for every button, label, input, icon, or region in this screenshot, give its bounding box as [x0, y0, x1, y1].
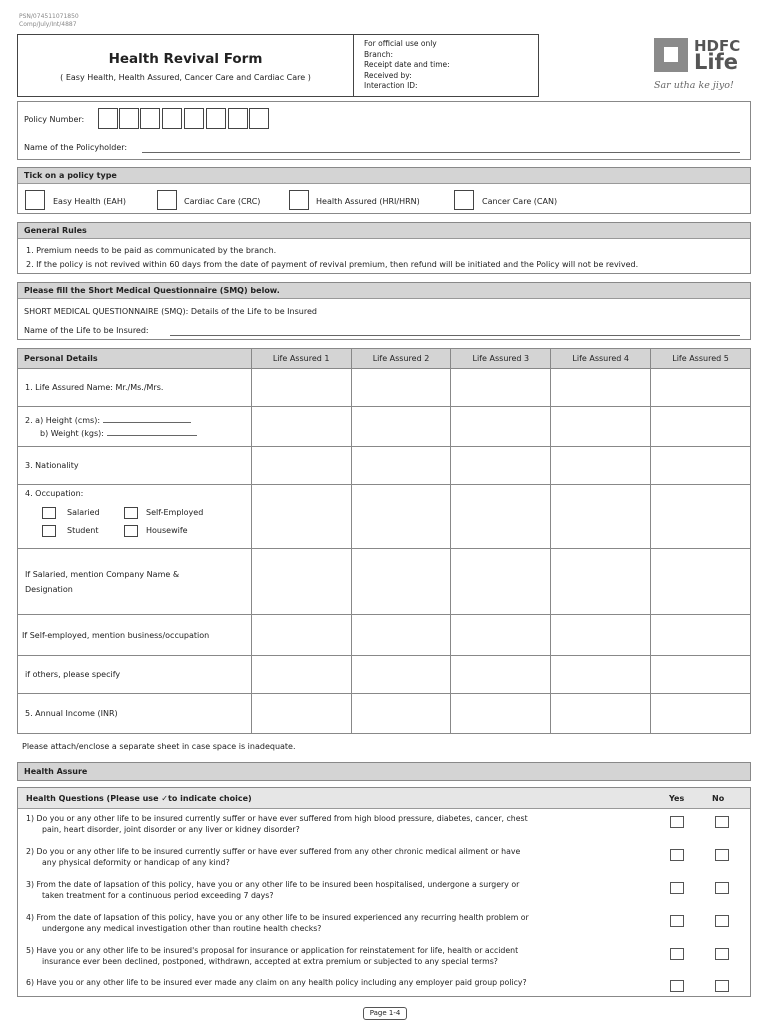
table-row [18, 656, 751, 694]
cell-input[interactable] [651, 485, 751, 549]
policyholder-field[interactable] [142, 152, 740, 153]
cell-input[interactable] [551, 549, 651, 615]
cell-input[interactable] [651, 549, 751, 615]
health-assure-heading: Health Assure [24, 767, 88, 776]
no-checkbox[interactable] [715, 882, 729, 894]
cell-input[interactable] [351, 447, 451, 485]
no-heading: No [712, 794, 725, 803]
occ-self-employed: Self-Employed [146, 508, 204, 517]
no-checkbox[interactable] [715, 980, 729, 992]
cell-input[interactable] [551, 447, 651, 485]
table-row [18, 369, 751, 407]
doc-code-1: PSN/074511071850 [19, 13, 79, 20]
checkbox-student[interactable] [42, 525, 56, 537]
official-branch: Branch: [364, 49, 393, 59]
yes-heading: Yes [669, 794, 685, 803]
col-life-assured-3: Life Assured 3 [451, 349, 551, 369]
personal-details-table [17, 348, 751, 734]
cell-input[interactable] [551, 615, 651, 656]
cell-input[interactable] [551, 656, 651, 694]
policy-digit-box[interactable] [98, 108, 118, 129]
hq-heading-pre: Health Questions (Please use [26, 794, 159, 803]
col-life-assured-4: Life Assured 4 [551, 349, 651, 369]
health-question [26, 913, 631, 934]
health-question [26, 880, 631, 901]
life-insured-name-field[interactable] [170, 335, 740, 336]
cell-input[interactable] [251, 615, 351, 656]
row-label-salaried [18, 549, 252, 615]
cell-input[interactable] [651, 615, 751, 656]
table-row [18, 694, 751, 734]
general-rules-heading: General Rules [18, 223, 750, 239]
cell-input[interactable] [251, 694, 351, 734]
rule-1: 1. Premium needs to be paid as communicated by the branch. [26, 246, 277, 255]
health-question-line: 2) Do you or any other life to be insured currently suffer or have ever suffered from any other chronic medical ailment or have [26, 847, 521, 856]
row-label-self-employed: If Self-employed, mention business/occupation [18, 615, 252, 656]
policy-digit-box[interactable] [206, 108, 226, 129]
logo-text-life: Life [694, 50, 738, 74]
official-interaction: Interaction ID: [364, 81, 418, 90]
policy-digit-box[interactable] [228, 108, 248, 129]
general-rules-section [17, 222, 751, 274]
cell-input[interactable] [651, 369, 751, 407]
cell-input[interactable] [551, 485, 651, 549]
table-row [18, 485, 751, 549]
checkbox-eah[interactable] [25, 190, 45, 210]
salaried-line-1: If Salaried, mention Company Name & [25, 569, 180, 579]
cell-input[interactable] [251, 656, 351, 694]
cell-input[interactable] [551, 407, 651, 447]
table-row [18, 615, 751, 656]
checkbox-housewife[interactable] [124, 525, 138, 537]
health-question [26, 847, 631, 868]
weight-field[interactable] [107, 435, 197, 436]
health-assure-bar [17, 762, 751, 781]
cell-input[interactable] [351, 369, 451, 407]
policyholder-label: Name of the Policyholder: [24, 143, 128, 152]
cell-input[interactable] [251, 369, 351, 407]
option-crc: Cardiac Care (CRC) [184, 197, 261, 206]
checkbox-hri[interactable] [289, 190, 309, 210]
smq-line2: Name of the Life to be Insured: [24, 326, 149, 335]
health-question-line: 3) From the date of lapsation of this policy, have you or any other life to be insured been hospitalised, undergone a surgery or [26, 880, 520, 889]
smq-section [17, 282, 751, 340]
cell-input[interactable] [651, 447, 751, 485]
row-label-income: 5. Annual Income (INR) [18, 694, 252, 734]
no-checkbox[interactable] [715, 915, 729, 927]
yes-checkbox[interactable] [670, 948, 684, 960]
form-subtitle: ( Easy Health, Health Assured, Cancer Care and Cardiac Care ) [60, 73, 311, 82]
cell-input[interactable] [551, 694, 651, 734]
cell-input[interactable] [551, 369, 651, 407]
yes-checkbox[interactable] [670, 816, 684, 828]
cell-input[interactable] [351, 485, 451, 549]
cell-input[interactable] [351, 407, 451, 447]
health-question-line: pain, heart disorder, joint disorder or any liver or kidney disorder? [42, 824, 300, 834]
occ-salaried: Salaried [67, 508, 100, 517]
col-life-assured-1: Life Assured 1 [251, 349, 351, 369]
option-hri: Health Assured (HRI/HRN) [316, 197, 420, 206]
smq-heading: Please fill the Short Medical Questionnaire (SMQ) below. [18, 283, 750, 299]
hq-heading-post: to indicate choice) [168, 794, 252, 803]
cell-input[interactable] [451, 549, 551, 615]
cell-input[interactable] [351, 549, 451, 615]
occupation-label: 4. Occupation: [25, 489, 84, 498]
policy-type-section [17, 167, 751, 214]
occ-student: Student [67, 526, 99, 535]
health-question-line: undergone any medical investigation other than routine health checks? [42, 923, 322, 933]
cell-input[interactable] [351, 694, 451, 734]
occ-housewife: Housewife [146, 526, 188, 535]
health-question-line: any physical deformity or handicap of any kind? [42, 857, 230, 867]
policy-digit-box[interactable] [162, 108, 182, 129]
health-question-line: 6) Have you or any other life to be insured ever made any claim on any health policy including any employer paid group policy? [26, 978, 527, 987]
cell-input[interactable] [651, 407, 751, 447]
logo-square-icon [654, 38, 688, 72]
yes-checkbox[interactable] [670, 882, 684, 894]
policy-section [17, 101, 751, 160]
checkbox-crc[interactable] [157, 190, 177, 210]
cell-input[interactable] [351, 615, 451, 656]
doc-code-2: Comp/July/Int/4887 [19, 21, 77, 28]
form-title-box [17, 34, 354, 97]
cell-input[interactable] [251, 485, 351, 549]
cell-input[interactable] [251, 447, 351, 485]
official-heading: For official use only [364, 39, 437, 48]
no-checkbox[interactable] [715, 816, 729, 828]
table-row [18, 407, 751, 447]
cell-input[interactable] [451, 447, 551, 485]
height-label: 2. a) Height (cms): [25, 415, 101, 425]
policy-digit-box[interactable] [249, 108, 269, 129]
official-received: Received by: [364, 70, 412, 80]
logo-tagline: Sar utha ke jiyo! [654, 80, 734, 91]
yes-checkbox[interactable] [670, 915, 684, 927]
table-header-row [18, 349, 751, 369]
table-row [18, 549, 751, 615]
col-life-assured-2: Life Assured 2 [351, 349, 451, 369]
cell-input[interactable] [651, 694, 751, 734]
health-question-line: 4) From the date of lapsation of this policy, have you or any other life to be insured experienced any recurring health problem or [26, 913, 529, 922]
cell-input[interactable] [451, 407, 551, 447]
health-questions-header [18, 788, 750, 809]
cell-input[interactable] [651, 656, 751, 694]
official-receipt: Receipt date and time: [364, 60, 450, 69]
health-questions-section [17, 787, 751, 997]
health-question-line: insurance ever been declined, postponed, withdrawn, accepted at extra premium or subjected to any special terms? [42, 956, 498, 966]
row-label-name: 1. Life Assured Name: Mr./Ms./Mrs. [18, 369, 252, 407]
smq-line1: SHORT MEDICAL QUESTIONNAIRE (SMQ): Details of the Life to be Insured [24, 307, 317, 316]
no-checkbox[interactable] [715, 948, 729, 960]
height-field[interactable] [103, 422, 191, 423]
policy-digit-box[interactable] [184, 108, 204, 129]
health-question-line: taken treatment for a continuous period exceeding 7 days? [42, 890, 274, 900]
cell-input[interactable] [251, 549, 351, 615]
yes-checkbox[interactable] [670, 980, 684, 992]
row-label-nationality: 3. Nationality [18, 447, 252, 485]
checkbox-can[interactable] [454, 190, 474, 210]
health-question-line: 1) Do you or any other life to be insured currently suffer or have ever suffered from high blood pressure, diabetes, cancer, chest [26, 814, 528, 823]
cell-input[interactable] [451, 615, 551, 656]
cell-input[interactable] [351, 656, 451, 694]
rule-2: 2. If the policy is not revived within 60 days from the date of payment of revival premium, then refund will be initiated and the Policy will not be revived. [26, 260, 639, 269]
policy-digit-box[interactable] [140, 108, 160, 129]
hdfc-life-logo [654, 38, 754, 96]
cell-input[interactable] [451, 485, 551, 549]
checkbox-salaried[interactable] [42, 507, 56, 519]
yes-checkbox[interactable] [670, 849, 684, 861]
cell-input[interactable] [251, 407, 351, 447]
row-label-others: if others, please specify [18, 656, 252, 694]
option-eah: Easy Health (EAH) [53, 197, 126, 206]
policy-number-label: Policy Number: [24, 115, 85, 124]
cell-input[interactable] [451, 656, 551, 694]
policy-digit-box[interactable] [119, 108, 139, 129]
form-title: Health Revival Form [108, 51, 263, 67]
health-question-line: 5) Have you or any other life to be insured's proposal for insurance or application for reinstatement for life, health or accident [26, 946, 519, 955]
option-can: Cancer Care (CAN) [482, 197, 558, 206]
logo-text-hdfc: HDFC [694, 37, 741, 55]
tick-icon: ✓ [161, 794, 168, 803]
health-question [26, 946, 631, 967]
no-checkbox[interactable] [715, 849, 729, 861]
row-label-occupation [18, 485, 252, 549]
official-use-box [354, 34, 539, 97]
table-row [18, 447, 751, 485]
page-number: Page 1-4 [363, 1007, 407, 1020]
cell-input[interactable] [451, 694, 551, 734]
weight-label: b) Weight (kgs): [40, 428, 104, 438]
cell-input[interactable] [451, 369, 551, 407]
attach-note: Please attach/enclose a separate sheet in case space is inadequate. [22, 742, 296, 751]
personal-details-heading: Personal Details [18, 349, 252, 369]
checkbox-self-employed[interactable] [124, 507, 138, 519]
salaried-line-2: Designation [25, 584, 73, 594]
policy-type-heading: Tick on a policy type [18, 168, 750, 184]
health-question [26, 814, 631, 835]
col-life-assured-5: Life Assured 5 [651, 349, 751, 369]
health-question [26, 978, 631, 989]
row-label-height-weight [18, 407, 252, 447]
